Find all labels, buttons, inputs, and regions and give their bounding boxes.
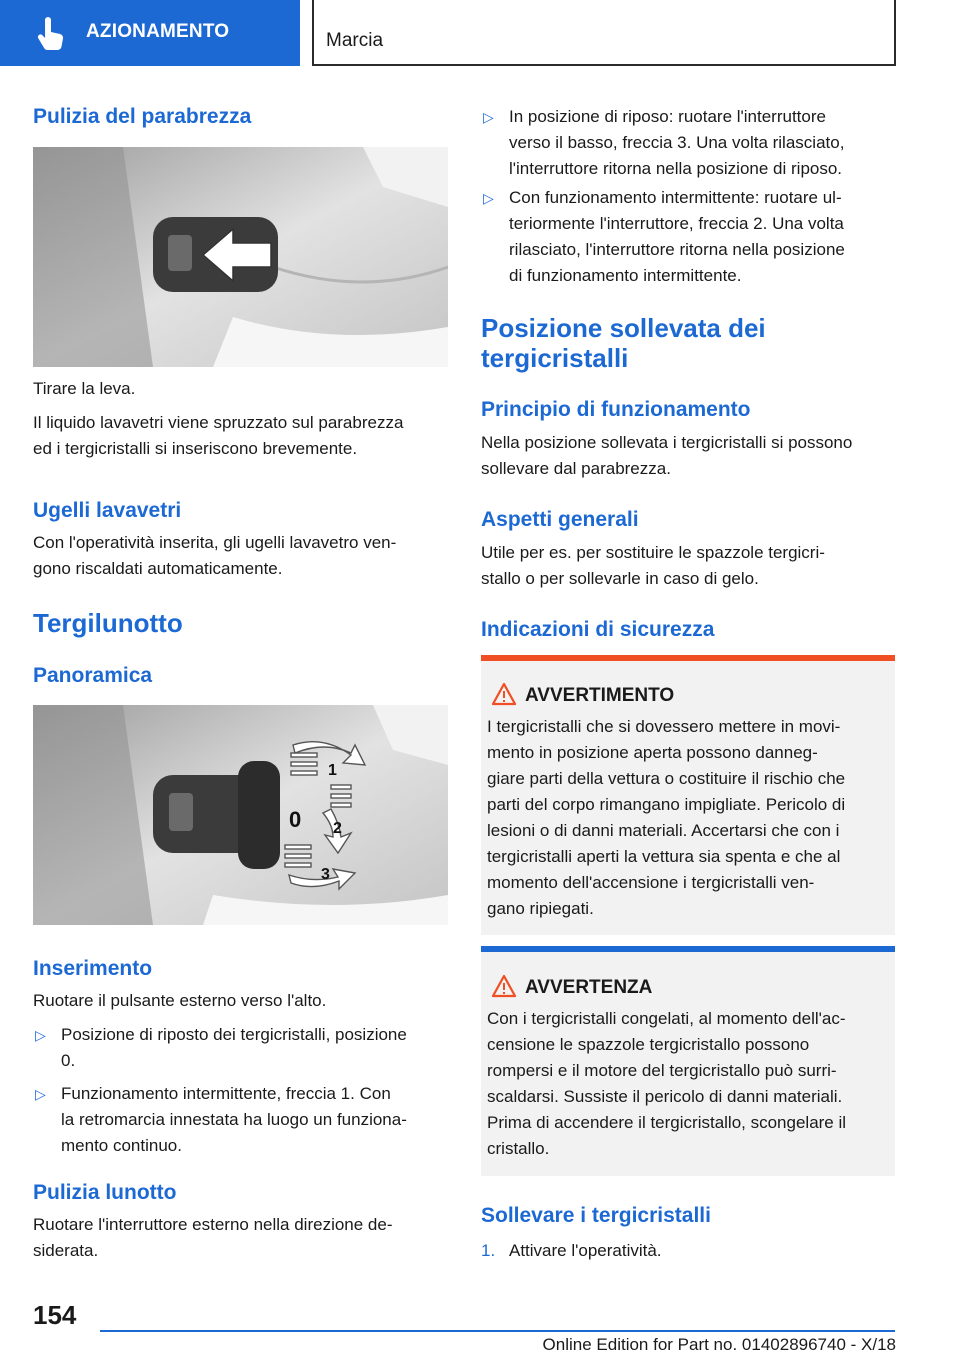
warning-box-avvertenza [481, 946, 895, 1176]
text-line: scaldarsi. Sussiste il pericolo di danni materiali. [487, 1087, 843, 1106]
heading-line: Posizione sollevata dei [481, 313, 766, 343]
chapter-header [312, 0, 896, 66]
warning-title: AVVERTENZA [525, 977, 653, 998]
text-line: lesioni o di danni materiali. Accertarsi che con i [487, 821, 840, 840]
text-line: Posizione di riposto dei tergicristalli, posizione [61, 1025, 407, 1044]
text-line: tergicristalli aperti la vettura sia spenta e che al [487, 847, 841, 866]
warning-box-avvertimento [481, 655, 895, 935]
warning-bar [481, 946, 895, 952]
warning-triangle-icon [491, 974, 517, 998]
text-line: mento continuo. [61, 1136, 182, 1155]
section-tab [0, 0, 300, 66]
label-posizione-0: 0 [289, 807, 302, 832]
edition-text: Online Edition for Part no. 01402896740 - X/18 [542, 1335, 896, 1354]
triangle-bullet-icon: ▷ [35, 1027, 46, 1043]
text-line: momento dell'accensione i tergicristalli ven- [487, 873, 815, 892]
heading-aspetti-generali: Aspetti generali [481, 508, 639, 531]
figure-rear-wiper-switch [33, 705, 448, 925]
wiper-lever-illustration [33, 147, 448, 367]
text-line: Funzionamento intermittente, freccia 1. Con [61, 1084, 391, 1103]
warning-title: AVVERTIMENTO [525, 685, 675, 706]
text-line: la retromarcia innestata ha luogo un funziona- [61, 1110, 407, 1129]
text-principio [481, 430, 895, 482]
text-line: In posizione di riposo: ruotare l'interruttore [509, 107, 826, 126]
text-line: teriormente l'interruttore, freccia 2. Una volta [509, 214, 844, 233]
text-line: censione le spazzole tergicristallo possono [487, 1035, 810, 1054]
text-inserimento-intro: Ruotare il pulsante esterno verso l'alto. [33, 991, 327, 1010]
triangle-bullet-icon: ▷ [35, 1086, 46, 1102]
text-line: Il liquido lavavetri viene spruzzato sul parabrezza [33, 413, 404, 432]
text-line: 0. [61, 1051, 76, 1070]
rear-wiper-illustration [33, 705, 448, 925]
heading-posizione-sollevata [481, 313, 895, 373]
hand-pointer-icon [32, 16, 68, 52]
text-line: stallo o per sollevarle in caso di gelo. [481, 569, 759, 588]
triangle-bullet-icon: ▷ [483, 190, 494, 206]
text-line: cristallo. [487, 1139, 550, 1158]
heading-panoramica: Panoramica [33, 664, 153, 687]
label-freccia-3: 3 [321, 866, 330, 883]
warning-text [487, 1006, 891, 1162]
list-item [33, 1081, 448, 1159]
section-title: AZIONAMENTO [86, 21, 230, 42]
heading-principio: Principio di funzionamento [481, 398, 751, 421]
text-line: Con i tergicristalli congelati, al momento dell'ac- [487, 1009, 846, 1028]
step-number: 1. [481, 1241, 496, 1260]
text-line: Ruotare l'interruttore esterno nella direzione de- [33, 1215, 393, 1234]
text-line: l'interruttore ritorna nella posizione di riposo. [509, 159, 843, 178]
label-freccia-1: 1 [328, 762, 337, 779]
page-number: 154 [33, 1300, 77, 1330]
footer-divider [100, 1330, 895, 1332]
text-line: gono riscaldati automaticamente. [33, 559, 283, 578]
text-line: Con l'operatività inserita, gli ugelli lavavetro ven- [33, 533, 397, 552]
label-freccia-2: 2 [333, 820, 342, 837]
warning-text [487, 714, 891, 922]
list-item [481, 104, 895, 182]
text-line: Prima di accendere il tergicristallo, scongelare il [487, 1113, 847, 1132]
text-line: sollevare dal parabrezza. [481, 459, 671, 478]
chapter-title: Marcia [326, 30, 384, 51]
triangle-bullet-icon: ▷ [483, 109, 494, 125]
heading-sollevare: Sollevare i tergicristalli [481, 1204, 711, 1227]
list-item [33, 1022, 448, 1074]
warning-bar [481, 655, 895, 661]
heading-inserimento: Inserimento [33, 957, 153, 980]
text-line: parti del corpo rimangano impigliate. Pericolo di [487, 795, 846, 814]
text-line: Attivare l'operatività. [509, 1241, 662, 1260]
heading-pulizia-lunotto: Pulizia lunotto [33, 1181, 177, 1204]
heading-indicazioni-sicurezza: Indicazioni di sicurezza [481, 618, 715, 641]
heading-ugelli-lavavetri: Ugelli lavavetri [33, 499, 182, 522]
text-ugelli [33, 530, 448, 582]
text-line: verso il basso, freccia 3. Una volta rilasciato, [509, 133, 845, 152]
text-liquido-lavavetri [33, 410, 448, 462]
heading-pulizia-parabrezza: Pulizia del parabrezza [33, 105, 252, 128]
heading-tergilunotto: Tergilunotto [33, 608, 183, 638]
text-line: di funzionamento intermittente. [509, 266, 742, 285]
text-line: gano ripiegati. [487, 899, 594, 918]
text-line: ed i tergicristalli si inseriscono brevemente. [33, 439, 358, 458]
text-tirare-leva: Tirare la leva. [33, 379, 136, 398]
heading-line: tergicristalli [481, 343, 629, 373]
text-line: mento in posizione aperta possono danneg- [487, 743, 818, 762]
text-line: siderata. [33, 1241, 99, 1260]
warning-triangle-icon [491, 682, 517, 706]
text-line: rompersi e il motore del tergicristallo può surri- [487, 1061, 837, 1080]
text-line: Nella posizione sollevata i tergicristalli si possono [481, 433, 853, 452]
text-line: Utile per es. per sostituire le spazzole tergicri- [481, 543, 825, 562]
list-item [481, 1238, 895, 1264]
text-pulizia-lunotto [33, 1212, 448, 1264]
text-line: rilasciato, l'interruttore ritorna nella posizione [509, 240, 845, 259]
text-aspetti [481, 540, 895, 592]
text-line: giare parti della vettura o costituire il rischio che [487, 769, 846, 788]
text-line: Con funzionamento intermittente: ruotare ul- [509, 188, 842, 207]
figure-wiper-lever-pull [33, 147, 448, 367]
list-item [481, 185, 895, 289]
text-line: I tergicristalli che si dovessero mettere in movi- [487, 717, 841, 736]
